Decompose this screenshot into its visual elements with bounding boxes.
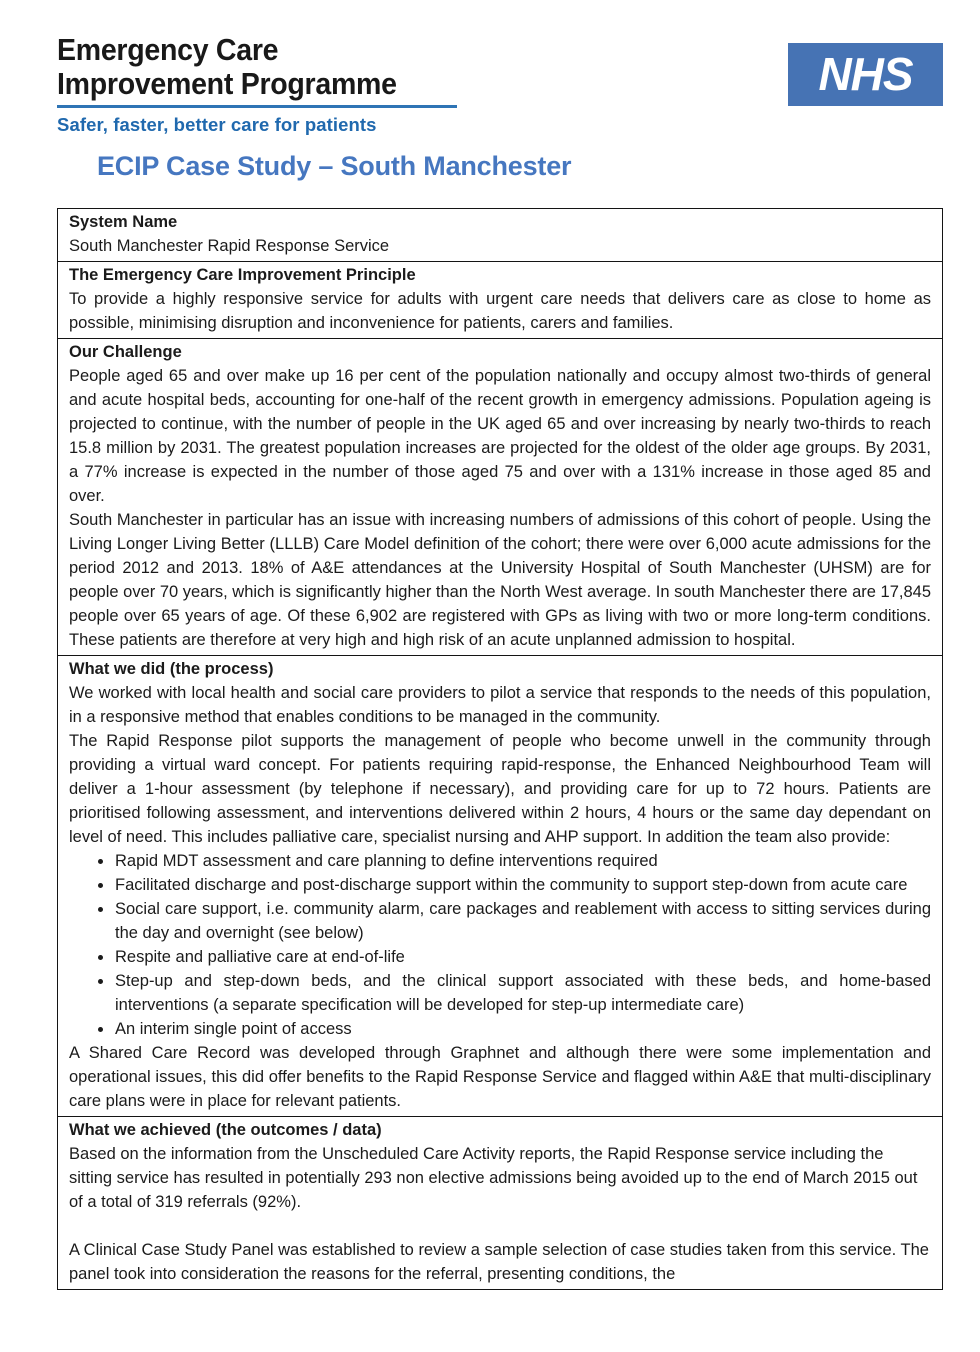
section-heading: The Emergency Care Improvement Principle (69, 266, 416, 284)
section-heading: System Name (69, 213, 178, 231)
table-row (58, 209, 942, 261)
ecip-logo (57, 33, 397, 101)
bullet-item: • An interim single point of access (114, 1017, 931, 1041)
bullet-item: • Step-up and step-down beds, and the clinical support associated with these beds, and home-based interventions (a separate specification will be developed for step-up intermediate care) (114, 969, 931, 1017)
ecip-logo-line1: Emergency Care (57, 32, 279, 67)
case-study-table (57, 208, 943, 1290)
bullet-item: • Respite and palliative care at end-of-life (114, 945, 931, 969)
paragraph: The Rapid Response pilot supports the management of people who become unwell in the community through providing a virtual ward concept. For patients requiring rapid-response, the Enhanced Neighbourhood Team will deliver a 1-hour assessment (by telephone if necessary), and providing care for up to 72 hours. Patients are prioritised following assessment, and interventions delivered within 2 hours, 4 hours or the same day dependant on level of need. This includes palliative care, specialist nursing and AHP support. In addition the team also provide: (69, 732, 931, 846)
bullet-item: • Social care support, i.e. community alarm, care packages and reablement with access to sitting services during the day and overnight (see below) (114, 897, 931, 945)
table-row (58, 261, 942, 338)
bullet-item: • Facilitated discharge and post-discharge support within the community to support step-down from acute care (114, 873, 931, 897)
paragraph: Based on the information from the Unscheduled Care Activity reports, the Rapid Response service including the sitting service has resulted in potentially 293 non elective admissions being avoided up to the end of March 2015 out of a total of 319 referrals (92%). (69, 1145, 918, 1211)
paragraph: South Manchester in particular has an issue with increasing numbers of admissions of this cohort of people. Using the Living Longer Living Better (LLLB) Care Model definition of the cohort; there were over 6,000 acute admissions for the period 2012 and 2013. 18% of A&E attendances at the University Hospital of South Manchester (UHSM) are for people over 70 years, which is significantly higher than the North West average. In south Manchester there are 17,845 people over 65 years of age. Of these 6,902 are registered with GPs as living with two or more long-term conditions. These patients are therefore at very high and high risk of an acute unplanned admission to hospital. (69, 511, 931, 649)
bullet-item: • Rapid MDT assessment and care planning to define interventions required (114, 849, 931, 873)
blank-line (69, 1214, 931, 1238)
paragraph: To provide a highly responsive service for adults with urgent care needs that delivers care as close to home as possible, minimising disruption and inconvenience for patients, carers and families. (69, 290, 931, 332)
ecip-logo-line2: Improvement Programme (57, 66, 397, 101)
table-row (58, 1116, 942, 1289)
paragraph: A Shared Care Record was developed through Graphnet and although there were some implementation and operational issues, this did offer benefits to the Rapid Response Service and flagged within A&E that multi-disciplinary care plans were in place for relevant patients. (69, 1044, 931, 1110)
ecip-logo-underline (57, 105, 457, 108)
nhs-logo (788, 43, 943, 106)
paragraph: A Clinical Case Study Panel was established to review a sample selection of case studies taken from this service. The panel took into consideration the reasons for the referral, presenting conditions, the (69, 1241, 929, 1283)
section-heading: Our Challenge (69, 343, 182, 361)
paragraph: South Manchester Rapid Response Service (69, 237, 390, 255)
page-title: ECIP Case Study – South Manchester (97, 151, 572, 181)
bullet-list (69, 849, 931, 1041)
paragraph: People aged 65 and over make up 16 per cent of the population nationally and occupy almost two-thirds of general and acute hospital beds, accounting for one-half of the recent growth in emergency admissions. Population ageing is projected to continue, with the number of people in the UK aged 65 and over increasing by nearly two-thirds to reach 15.8 million by 2031. The greatest population increases are projected for the oldest of the older age groups. By 2031, a 77% increase is expected in the number of those aged 75 and over with a 131% increase in those aged 85 and over. (69, 367, 931, 505)
section-heading: What we achieved (the outcomes / data) (69, 1121, 382, 1139)
section-heading: What we did (the process) (69, 660, 274, 678)
ecip-tagline: Safer, faster, better care for patients (57, 114, 377, 135)
table-row (58, 655, 942, 1116)
nhs-logo-text: NHS (818, 47, 913, 100)
paragraph: We worked with local health and social care providers to pilot a service that responds to the needs of this population, in a responsive method that enables conditions to be managed in the community. (69, 684, 931, 726)
table-row (58, 338, 942, 655)
